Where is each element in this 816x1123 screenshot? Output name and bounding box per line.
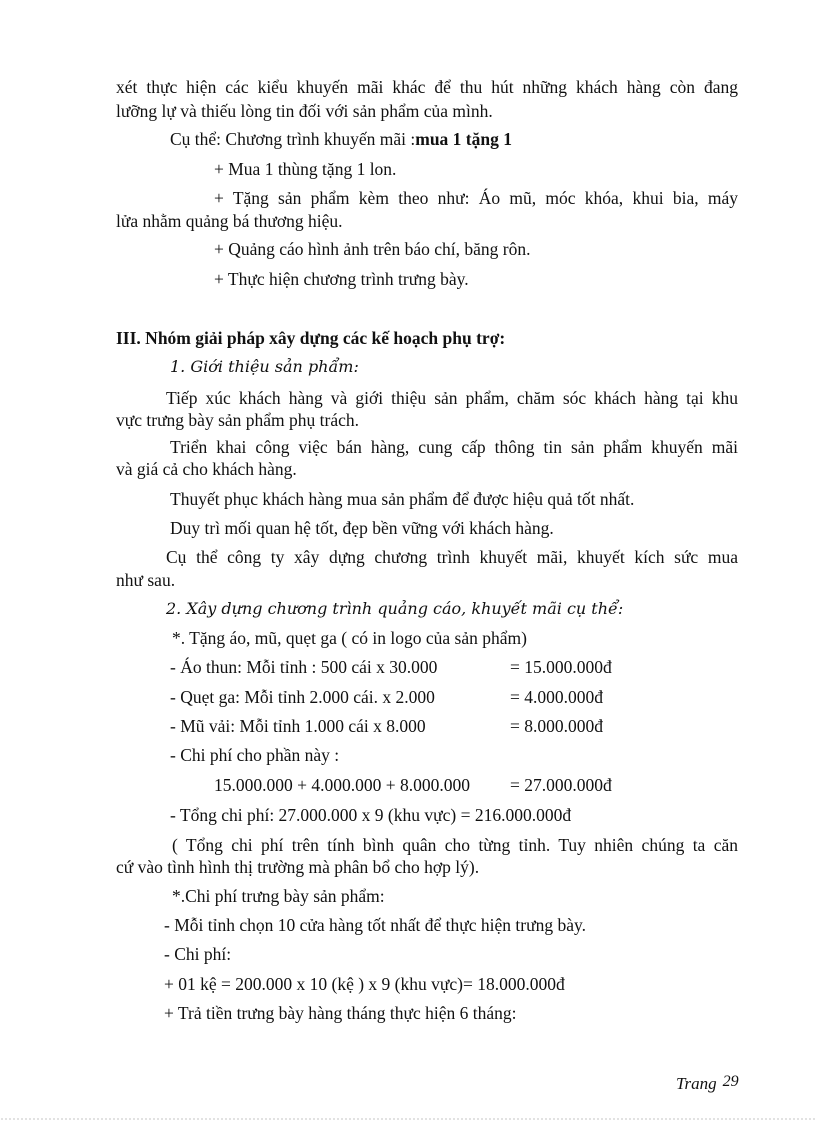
p4: Duy trì mối quan hệ tốt, đẹp bền vững với khách hàng. [170,518,554,538]
display-cost-title: *.Chi phí trưng bày sản phẩm: [172,886,385,906]
cost-part-expression: 15.000.000 + 4.000.000 + 8.000.000 [214,775,470,795]
p1-line1: Tiếp xúc khách hàng và giới thiệu sản phẩm, chăm sóc khách hàng tại khu [166,388,738,408]
bottom-dotted-border [0,1118,816,1120]
subheading-2: 2. Xây dựng chương trình quảng cáo, khuyết mãi cụ thể: [166,599,624,618]
total-cost: - Tổng chi phí: 27.000.000 x 9 (khu vực) = 216.000.000đ [170,805,572,825]
promo-bullet-2-line1: + Tặng sản phẩm kèm theo như: Áo mũ, móc khóa, khui bia, máy [214,188,738,208]
subheading-1: 1. Giới thiệu sản phẩm: [170,357,359,376]
display-cost-1: - Mỗi tỉnh chọn 10 cửa hàng tốt nhất để thực hiện trưng bày. [164,915,586,935]
page-footer [676,1074,739,1094]
para1-line1: xét thực hiện các kiểu khuyến mãi khác để thu hút những khách hàng còn đang [116,77,738,97]
promo-bullet-3: + Quảng cáo hình ảnh trên báo chí, băng rôn. [214,239,531,259]
cost-item-shirt-result: = 15.000.000đ [510,657,612,677]
promo-intro-prefix: Cụ thể: Chương trình khuyến mãi : [170,129,416,149]
p2-line1: Triển khai công việc bán hàng, cung cấp thông tin sản phẩm khuyến mãi [170,437,738,457]
para1-line2: lưỡng lự và thiếu lòng tin đối với sản phẩm của mình. [116,101,493,121]
cost-part-result: = 27.000.000đ [510,775,612,795]
promo-intro [170,128,512,150]
p2-line2: và giá cả cho khách hàng. [116,459,297,479]
page-number: 29 [722,1073,739,1090]
cost-item-shirt: - Áo thun: Mỗi tỉnh : 500 cái x 30.000 [170,657,438,677]
cost-item-hat: - Mũ vải: Mỗi tỉnh 1.000 cái x 8.000 [170,716,426,736]
display-cost-2: - Chi phí: [164,944,232,964]
p3: Thuyết phục khách hàng mua sản phẩm để được hiệu quả tốt nhất. [170,489,635,509]
cost-part-label: - Chi phí cho phần này : [170,745,340,765]
gifts-title: *. Tặng áo, mũ, quẹt ga ( có in logo của sản phẩm) [172,628,527,648]
promo-intro-bold: mua 1 tặng 1 [415,129,512,149]
promo-bullet-1: + Mua 1 thùng tặng 1 lon. [214,159,397,179]
footer-label: Trang [676,1074,717,1093]
display-cost-3: + 01 kệ = 200.000 x 10 (kệ ) x 9 (khu vực)= 18.000.000đ [164,974,565,994]
p5-line2: như sau. [116,570,176,590]
p5-line1: Cụ thể công ty xây dựng chương trình khuyết mãi, khuyết kích sức mua [166,547,738,567]
promo-bullet-4: + Thực hiện chương trình trưng bày. [214,269,469,289]
cost-item-lighter-result: = 4.000.000đ [510,687,603,707]
note-line1: ( Tổng chi phí trên tính bình quân cho từng tỉnh. Tuy nhiên chúng ta căn [172,835,738,855]
note-line2: cứ vào tình hình thị trường mà phân bổ cho hợp lý). [116,857,480,877]
cost-item-hat-result: = 8.000.000đ [510,716,603,736]
display-cost-4: + Trả tiền trưng bày hàng tháng thực hiện 6 tháng: [164,1003,517,1023]
promo-bullet-2-line2: lửa nhằm quảng bá thương hiệu. [116,211,343,231]
cost-item-lighter: - Quẹt ga: Mỗi tỉnh 2.000 cái. x 2.000 [170,687,435,707]
section-heading: III. Nhóm giải pháp xây dựng các kế hoạch phụ trợ: [116,328,506,348]
p1-line2: vực trưng bày sản phẩm phụ trách. [116,410,360,430]
